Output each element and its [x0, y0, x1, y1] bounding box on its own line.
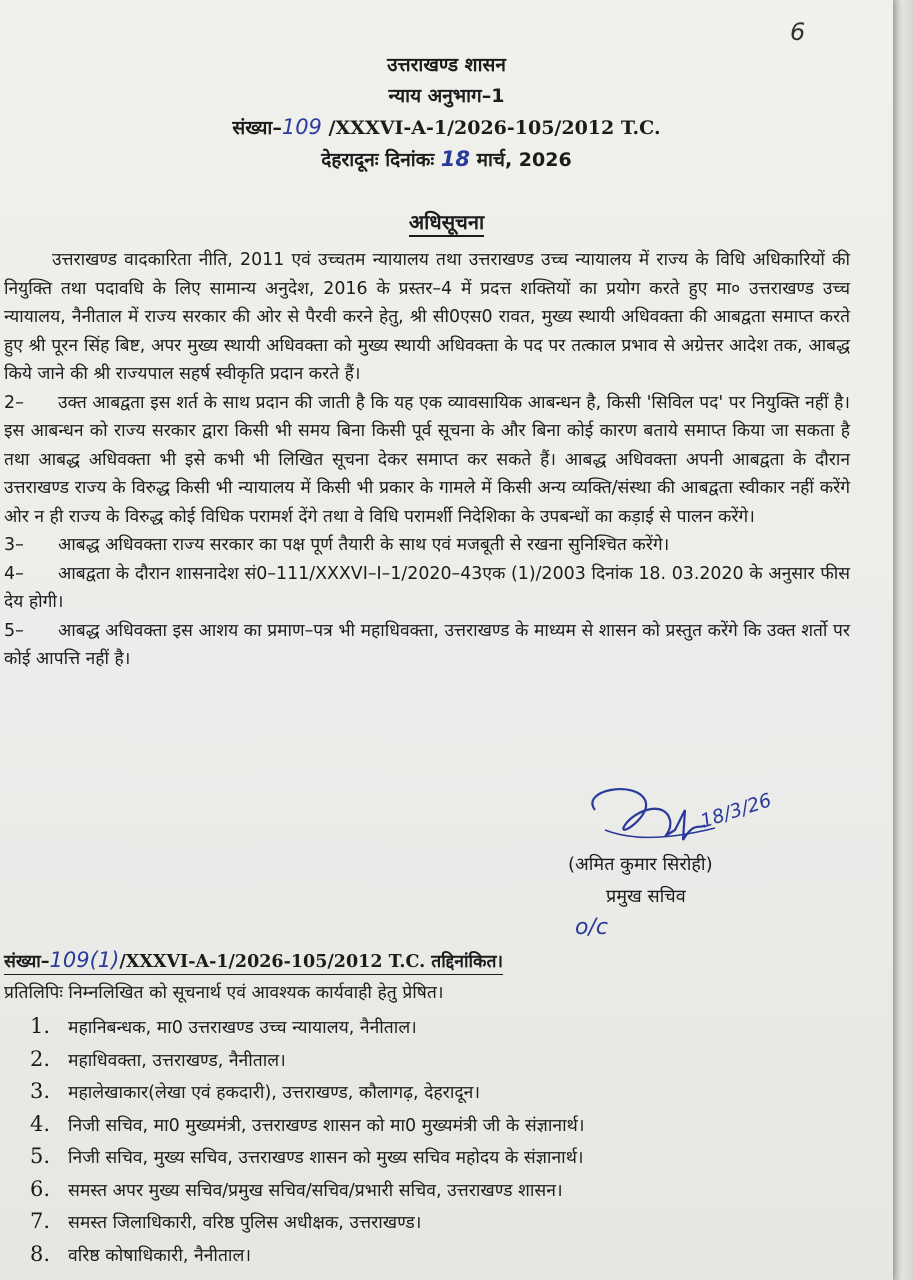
- signature-date-handwritten: 18/3/26: [697, 789, 775, 833]
- list-item: 6. समस्त अपर मुख्य सचिव/प्रमुख सचिव/सचिव/प्रभारी सचिव, उत्तराखण्ड शासन।: [30, 1176, 563, 1201]
- copy-intro: प्रतिलिपिः निम्नलिखित को सूचनार्थ एवं आवश्यक कार्यवाही हेतु प्रेषित।: [4, 983, 444, 1003]
- page-number-handwritten: 6: [790, 18, 806, 46]
- list-item: 4. निजी सचिव, मा0 मुख्यमंत्री, उत्तराखण्ड शासन को मा0 मुख्यमंत्री जी के संज्ञानार्थ।: [30, 1111, 585, 1136]
- document-date: [0, 144, 893, 176]
- paragraph-2: 2– उक्त आबद्वता इस शर्त के साथ प्रदान की जाती है कि यह एक व्यावसायिक आबन्धन है, किसी 'सिविल पद' पर नियुक्ति नहीं है। इस आबन्धन को राज्य सरकार द्वारा किसी भी समय बिना किसी पूर्व सूचना के और बिना कोई कारण बताये समाप्त किया जा सकता है तथा आबद्ध अधिवक्ता भी इसे कभी भी लिखित सूचना देकर समाप्त कर सकते हैं। आबद्ध अधिवक्ता अपनी आबद्वता के दौरान उत्तराखण्ड राज्य के विरुद्ध किसी भी न्यायालय में किसी भी प्रकार के गामले में किसी अन्य व्यक्ति/संस्था की आबद्वता स्वीकार नहीं करेंगे ओर न ही राज्य के विरुद्ध कोई विधिक परामर्श देंगे तथा वे विधि परामर्शी निदेशिका के उपबन्धों का कड़ाई से पालन करेंगे।: [4, 392, 850, 527]
- reference-number-handwritten: 109: [281, 115, 322, 139]
- copy-reference: [4, 948, 503, 975]
- paragraph-4: 4– आबद्वता के दौरान शासनादेश सं0–111/XXXVI–I–1/2020–43एक (1)/2003 दिनांक 18. 03.2020 के अनुसार फीस देय होगी।: [4, 563, 850, 612]
- notification-body: [4, 246, 850, 674]
- date-month-year: मार्च, 2026: [470, 149, 572, 171]
- list-item: 3. महालेखाकार(लेखा एवं हकदारी), उत्तराखण्ड, कौलागढ़, देहरादून।: [30, 1079, 481, 1103]
- signatory-designation: प्रमुख सचिव: [606, 886, 686, 907]
- reference-label: संख्या–: [232, 117, 282, 139]
- reference-code: /XXXVI-A-1/2026-105/2012 T.C.: [321, 117, 661, 139]
- document-header: [0, 50, 893, 176]
- copy-reference-handwritten: 109(1): [49, 948, 120, 972]
- signature-underline: [605, 828, 715, 837]
- signature-mark: [575, 780, 805, 860]
- list-item: 1. महानिबन्धक, मा0 उत्तराखण्ड उच्च न्यायालय, नैनीताल।: [30, 1014, 417, 1038]
- paragraph-5: 5– आबद्ध अधिवक्ता इस आशय का प्रमाण–पत्र भी महाधिवक्ता, उत्तराखण्ड के माध्यम से शासन को प्रस्तुत करेंगे कि उक्त शर्तो पर कोई आपत्ति नहीं है।: [4, 620, 850, 669]
- reference-number: [0, 112, 893, 144]
- section-name: न्याय अनुभाग–1: [388, 85, 505, 107]
- list-item: 8. वरिष्ठ कोषाधिकारी, नैनीताल।: [30, 1241, 251, 1266]
- signatory-name: (अमित कुमार सिरोही): [568, 854, 713, 875]
- paragraph-3: 3– आबद्ध अधिवक्ता राज्य सरकार का पक्ष पूर्ण तैयारी के साथ एवं मजबूती से रखना सुनिश्चित करेंगे।: [4, 535, 670, 555]
- copy-reference-label: संख्या–: [4, 952, 50, 972]
- copy-recipient-list: [30, 1010, 584, 1270]
- list-item: 5. निजी सचिव, मुख्य सचिव, उत्तराखण्ड शासन को मुख्य सचिव महोदय के संज्ञानार्थ।: [30, 1144, 584, 1168]
- list-item: 2. महाधिवक्ता, उत्तराखण्ड, नैनीताल।: [30, 1046, 286, 1071]
- notification-title: अधिसूचना: [0, 208, 893, 235]
- page-edge-shadow: [893, 0, 913, 1280]
- govt-name: उत्तराखण्ड शासन: [387, 54, 506, 76]
- date-label: देहरादूनः दिनांकः: [321, 149, 441, 171]
- copy-reference-code: /XXXVI-A-1/2026-105/2012 T.C. तद्दिनांकित।: [119, 952, 504, 972]
- date-day-handwritten: 18: [440, 147, 471, 171]
- paragraph-1: उत्तराखण्ड वादकारिता नीति, 2011 एवं उच्चतम न्यायालय तथा उत्तराखण्ड उच्च न्यायालय में राज्य के विधि अधिकारियों की नियुक्ति तथा पदावधि के लिए सामान्य अनुदेश, 2016 के प्रस्तर–4 में प्रदत्त शक्तियों का प्रयोग करते हुए मा० उत्तराखण्ड उच्च न्यायालय, नैनीताल में राज्य सरकार की ओर से पैरवी करने हेतु, श्री सी0एस0 रावत, मुख्य स्थायी अधिवक्ता की आबद्वता समाप्त करते हुए श्री पूरन सिंह बिष्ट, अपर मुख्य स्थायी अधिवक्ता को मुख्य स्थायी अधिवक्ता के पद पर तत्काल प्रभाव से अग्रेत्तर आदेश तक, आबद्ध किये जाने की श्री राज्यपाल सहर्ष स्वीकृति प्रदान करते हैं।: [4, 250, 850, 384]
- list-item: 7. समस्त जिलाधिकारी, वरिष्ठ पुलिस अधीक्षक, उत्तराखण्ड।: [30, 1209, 422, 1233]
- office-copy-note: o/c: [575, 915, 608, 940]
